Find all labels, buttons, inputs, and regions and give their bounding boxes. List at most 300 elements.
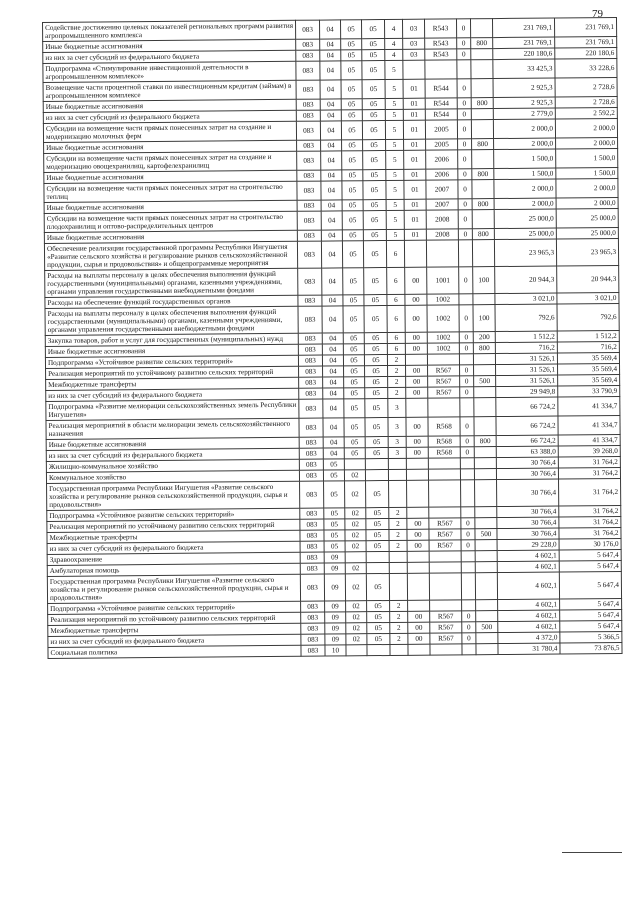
cell-code: 2005 xyxy=(426,139,458,150)
cell-subsection: 05 xyxy=(341,80,362,99)
cell-expense: 800 xyxy=(471,38,493,49)
cell-type xyxy=(457,60,471,79)
cell-section: 04 xyxy=(321,140,342,151)
cell-program: 05 xyxy=(364,295,387,306)
cell-subsection: 05 xyxy=(342,211,363,230)
cell-program: 05 xyxy=(362,39,385,50)
cell-type xyxy=(459,294,473,305)
cell-direction: 01 xyxy=(404,180,426,199)
cell-name: Социальная политика xyxy=(48,645,301,658)
cell-ministry: 083 xyxy=(296,80,320,99)
cell-program: 05 xyxy=(366,480,389,507)
cell-expense: 800 xyxy=(472,229,494,240)
cell-subprogram: 5 xyxy=(385,79,403,98)
cell-direction: 01 xyxy=(403,79,425,98)
cell-direction: 03 xyxy=(403,49,425,60)
cell-code: R544 xyxy=(425,109,457,120)
cell-section: 04 xyxy=(321,241,342,268)
cell-expense xyxy=(474,417,496,436)
cell-subprogram: 2 xyxy=(387,354,405,365)
cell-sum1: 4 602,1 xyxy=(497,550,559,562)
cell-program: 05 xyxy=(363,241,386,268)
cell-code: R543 xyxy=(425,38,457,49)
cell-section: 04 xyxy=(323,377,344,388)
cell-code: R568 xyxy=(428,436,460,447)
cell-subsection: 05 xyxy=(342,140,363,151)
cell-sum2: 31 764,2 xyxy=(559,505,621,517)
cell-program: 05 xyxy=(365,436,388,447)
cell-sum1: 4 602,1 xyxy=(498,599,560,611)
cell-sum2: 231 769,1 xyxy=(555,36,617,48)
cell-code xyxy=(426,240,458,267)
cell-sum2: 31 764,2 xyxy=(558,467,620,479)
cell-sum1: 31 526,1 xyxy=(496,364,558,376)
cell-name: Межбюджетные трансферты xyxy=(47,530,300,543)
cell-subprogram: 5 xyxy=(386,150,404,169)
cell-section: 04 xyxy=(321,211,342,230)
cell-program: 05 xyxy=(364,343,387,354)
cell-sum2: 31 764,2 xyxy=(558,456,620,468)
cell-subsection: 02 xyxy=(345,574,366,601)
cell-ministry: 083 xyxy=(299,459,323,470)
cell-name: Подпрограмма «Устойчивое развитие сельских территорий» xyxy=(45,355,298,368)
cell-code: R567 xyxy=(429,529,461,540)
cell-type: 0 xyxy=(460,387,474,398)
cell-direction: 01 xyxy=(404,210,426,229)
cell-direction: 00 xyxy=(406,365,428,376)
cell-name: Подпрограмма «Стимулирование инвестиционной деятельности в агропромышленном комплексе» xyxy=(43,61,296,82)
cell-name: из них за счет субсидий из федерального бюджета xyxy=(43,110,296,123)
cell-program: 05 xyxy=(364,268,387,295)
cell-subprogram xyxy=(389,562,407,573)
cell-type xyxy=(458,240,472,267)
cell-type: 0 xyxy=(458,210,472,229)
cell-subsection: 02 xyxy=(346,612,367,623)
cell-name: Подпрограмма «Устойчивое развитие сельских территорий» xyxy=(48,601,301,614)
cell-sum1: 66 724,2 xyxy=(496,435,558,447)
cell-sum2: 2 000,0 xyxy=(556,197,618,209)
cell-section: 04 xyxy=(320,80,341,99)
cell-section: 05 xyxy=(324,530,345,541)
cell-direction: 03 xyxy=(403,38,425,49)
cell-sum1: 4 602,1 xyxy=(497,561,559,573)
cell-subsection: 05 xyxy=(343,295,364,306)
cell-program: 05 xyxy=(367,633,390,644)
cell-sum2: 25 000,0 xyxy=(556,208,618,228)
cell-expense: 800 xyxy=(472,199,494,210)
cell-subprogram: 3 xyxy=(388,398,406,417)
cell-subsection: 02 xyxy=(346,623,367,634)
cell-program: 05 xyxy=(364,354,387,365)
cell-section: 04 xyxy=(321,230,342,241)
cell-section: 04 xyxy=(322,333,343,344)
cell-subsection: 02 xyxy=(345,541,366,552)
cell-sum1: 2 000,0 xyxy=(494,198,556,210)
cell-section: 05 xyxy=(324,519,345,530)
cell-type: 0 xyxy=(458,169,472,180)
cell-type: 0 xyxy=(458,199,472,210)
cell-expense: 800 xyxy=(473,343,495,354)
cell-ministry: 083 xyxy=(297,211,321,230)
cell-direction xyxy=(405,354,427,365)
cell-subsection: 02 xyxy=(345,563,366,574)
cell-subprogram: 4 xyxy=(384,19,402,38)
cell-program: 05 xyxy=(362,50,385,61)
cell-sum2: 31 764,2 xyxy=(559,527,621,539)
cell-type: 0 xyxy=(460,436,474,447)
cell-subsection: 05 xyxy=(341,50,362,61)
cell-section: 04 xyxy=(322,355,343,366)
cell-program: 05 xyxy=(365,376,388,387)
cell-program: 05 xyxy=(366,573,389,600)
cell-code: R544 xyxy=(425,98,457,109)
cell-section: 04 xyxy=(322,295,343,306)
cell-program: 05 xyxy=(366,518,389,529)
cell-name: Субсидии на возмещение части прямых понесенных затрат на создание и модернизацию молочных ферм xyxy=(43,121,296,142)
cell-sum1: 1 500,0 xyxy=(494,168,556,180)
cell-direction: 01 xyxy=(404,150,426,169)
cell-sum1: 1 512,2 xyxy=(495,331,557,343)
cell-code: 2007 xyxy=(426,180,458,199)
cell-subsection: 05 xyxy=(340,20,361,39)
cell-subprogram: 5 xyxy=(386,199,404,210)
cell-type: 0 xyxy=(457,98,471,109)
cell-expense: 500 xyxy=(474,376,496,387)
cell-code: R543 xyxy=(424,19,456,38)
cell-program: 05 xyxy=(365,398,388,417)
cell-sum1: 66 724,2 xyxy=(496,416,558,436)
cell-sum1: 231 769,1 xyxy=(493,37,555,49)
cell-name: Жилищно-коммунальное хозяйство xyxy=(46,459,299,472)
cell-sum1: 31 526,1 xyxy=(495,353,557,365)
cell-section: 04 xyxy=(322,268,343,295)
cell-program: 05 xyxy=(363,181,386,200)
cell-type xyxy=(459,354,473,365)
cell-code: 1002 xyxy=(427,305,459,332)
cell-name: Государственная программа Республики Ингушетия «Развитие сельского хозяйства и регулирование рынков сельскохозяйственной продукции, сырья и продовольствия» xyxy=(47,574,300,603)
cell-subprogram xyxy=(388,469,406,480)
cell-direction xyxy=(406,458,428,469)
cell-section: 04 xyxy=(320,99,341,110)
cell-subprogram: 3 xyxy=(388,447,406,458)
cell-subprogram xyxy=(388,458,406,469)
cell-type xyxy=(461,573,475,600)
cell-subprogram xyxy=(390,644,408,655)
cell-subsection: 05 xyxy=(342,200,363,211)
cell-subsection: 02 xyxy=(345,519,366,530)
cell-name: Государственная программа Республики Ингушетия «Развитие сельского хозяйства и регулирование рынков сельскохозяйственной продукции, сырья и продовольствия» xyxy=(47,481,300,510)
cell-subsection: 02 xyxy=(344,470,365,481)
cell-program: 05 xyxy=(365,417,388,436)
cell-ministry: 083 xyxy=(297,241,321,268)
cell-section: 09 xyxy=(325,623,346,634)
cell-subprogram xyxy=(389,480,407,507)
cell-subsection: 05 xyxy=(342,230,363,241)
cell-subsection: 05 xyxy=(341,110,362,121)
cell-sum1: 2 000,0 xyxy=(493,119,555,139)
cell-name: Реализация мероприятий по устойчивому развитию сельских территорий xyxy=(48,612,301,625)
cell-code: 2007 xyxy=(426,199,458,210)
cell-program: 05 xyxy=(362,80,385,99)
cell-subprogram xyxy=(389,573,407,600)
cell-direction xyxy=(408,600,430,611)
cell-expense: 200 xyxy=(473,332,495,343)
cell-sum1: 2 779,0 xyxy=(493,108,555,120)
cell-name: Реализация мероприятий по устойчивому развитию сельских территорий xyxy=(47,519,300,532)
cell-type: 0 xyxy=(458,180,472,199)
cell-sum2: 1 500,0 xyxy=(556,167,618,179)
cell-direction xyxy=(407,507,429,518)
cell-sum1: 2 000,0 xyxy=(494,179,556,199)
cell-direction: 00 xyxy=(405,294,427,305)
cell-direction: 00 xyxy=(405,267,427,294)
cell-direction: 00 xyxy=(408,611,430,622)
cell-sum2: 5 647,4 xyxy=(559,571,621,599)
cell-subprogram: 6 xyxy=(387,267,405,294)
cell-program xyxy=(365,469,388,480)
cell-program: 05 xyxy=(361,20,384,39)
cell-sum2: 2 000,0 xyxy=(555,118,617,138)
cell-subprogram: 5 xyxy=(386,210,404,229)
cell-name: Расходы на обеспечение функций государственных органов xyxy=(45,295,298,308)
cell-direction: 00 xyxy=(406,447,428,458)
cell-section: 04 xyxy=(322,344,343,355)
cell-direction xyxy=(404,240,426,267)
cell-sum1: 31 526,1 xyxy=(496,375,558,387)
cell-expense xyxy=(474,447,496,458)
cell-section: 04 xyxy=(320,121,341,140)
cell-subprogram: 5 xyxy=(386,180,404,199)
cell-ministry: 083 xyxy=(297,230,321,241)
budget-table-body xyxy=(43,17,623,658)
cell-ministry: 083 xyxy=(297,151,321,170)
cell-name: Здравоохранение xyxy=(47,552,300,565)
cell-code: 2008 xyxy=(426,210,458,229)
cell-code: 1002 xyxy=(427,332,459,343)
cell-name: Возмещение части процентной ставки по инвестиционным кредитам (займам) в агропромышленном комплексе xyxy=(43,80,296,101)
cell-name: Иные бюджетные ассигнования xyxy=(44,230,297,243)
cell-expense xyxy=(476,644,498,655)
cell-sum2: 5 647,4 xyxy=(560,609,622,621)
cell-program: 05 xyxy=(363,230,386,241)
cell-ministry: 083 xyxy=(300,541,324,552)
cell-subsection xyxy=(344,459,365,470)
cell-sum2: 5 647,4 xyxy=(559,560,621,572)
cell-expense: 500 xyxy=(475,529,497,540)
cell-name: Реализация мероприятий по устойчивому развитию сельских территорий xyxy=(46,366,299,379)
cell-direction xyxy=(407,551,429,562)
cell-subprogram: 2 xyxy=(390,611,408,622)
cell-subsection: 02 xyxy=(346,601,367,612)
cell-type: 0 xyxy=(461,518,475,529)
cell-sum2: 35 569,4 xyxy=(557,352,619,364)
cell-subprogram: 2 xyxy=(388,376,406,387)
cell-program: 05 xyxy=(363,211,386,230)
cell-code xyxy=(430,644,462,655)
cell-expense xyxy=(474,458,496,469)
cell-section: 04 xyxy=(323,399,344,418)
cell-subprogram: 5 xyxy=(385,60,403,79)
cell-sum1: 4 602,1 xyxy=(497,572,559,600)
cell-sum1: 30 766,4 xyxy=(496,457,558,469)
cell-direction xyxy=(408,644,430,655)
cell-section: 04 xyxy=(323,437,344,448)
cell-direction: 00 xyxy=(405,305,427,332)
cell-direction: 00 xyxy=(408,633,430,644)
cell-name: Подпрограмма «Развитие мелиорации сельскохозяйственных земель Республики Ингушетия» xyxy=(46,399,299,420)
cell-direction: 01 xyxy=(404,229,426,240)
cell-expense: 800 xyxy=(472,139,494,150)
cell-type: 0 xyxy=(458,229,472,240)
cell-ministry: 083 xyxy=(298,306,322,333)
cell-section: 04 xyxy=(321,170,342,181)
cell-code xyxy=(429,551,461,562)
cell-subsection: 05 xyxy=(344,418,365,437)
cell-program: 05 xyxy=(365,365,388,376)
cell-subprogram: 2 xyxy=(389,507,407,518)
cell-name: Межбюджетные трансферты xyxy=(48,623,301,636)
cell-sum2: 33 228,6 xyxy=(555,58,617,78)
cell-subsection: 05 xyxy=(343,333,364,344)
cell-code: 2008 xyxy=(426,229,458,240)
cell-program: 05 xyxy=(362,110,385,121)
cell-ministry: 083 xyxy=(301,623,325,634)
cell-ministry: 083 xyxy=(296,39,320,50)
cell-ministry: 083 xyxy=(299,418,323,437)
cell-code: R567 xyxy=(430,622,462,633)
cell-sum2: 2 000,0 xyxy=(556,178,618,198)
cell-ministry: 083 xyxy=(301,601,325,612)
cell-sum1: 25 000,0 xyxy=(494,209,556,229)
cell-type xyxy=(461,562,475,573)
cell-sum2: 39 268,0 xyxy=(558,445,620,457)
cell-subprogram: 3 xyxy=(388,436,406,447)
cell-sum2: 41 334,7 xyxy=(558,396,620,416)
cell-code xyxy=(428,469,460,480)
cell-sum2: 20 944,3 xyxy=(557,265,619,293)
cell-ministry: 083 xyxy=(301,612,325,623)
cell-code: R567 xyxy=(430,611,462,622)
cell-expense xyxy=(471,120,493,139)
cell-type: 0 xyxy=(462,633,476,644)
cell-name: Расходы на выплаты персоналу в целях обеспечения выполнения функций государственными (муниципальными) органами, казенными учреждениями, органами управления государственными внебюджетными фондами xyxy=(45,268,298,297)
cell-expense xyxy=(470,19,492,38)
cell-expense xyxy=(471,49,493,60)
cell-code: R543 xyxy=(425,49,457,60)
cell-section: 04 xyxy=(321,151,342,170)
cell-sum2: 31 764,2 xyxy=(559,516,621,528)
cell-direction xyxy=(407,573,429,600)
cell-subprogram: 4 xyxy=(385,49,403,60)
cell-type xyxy=(460,458,474,469)
cell-expense xyxy=(474,398,496,417)
cell-subsection: 05 xyxy=(342,151,363,170)
cell-subsection: 05 xyxy=(343,344,364,355)
cell-sum1: 2 925,3 xyxy=(493,97,555,109)
cell-sum1: 231 769,1 xyxy=(492,18,554,38)
cell-direction: 00 xyxy=(406,376,428,387)
cell-subprogram: 5 xyxy=(385,109,403,120)
cell-code: R567 xyxy=(428,365,460,376)
cell-sum2: 23 965,3 xyxy=(556,238,618,266)
cell-program: 05 xyxy=(365,387,388,398)
cell-section: 05 xyxy=(323,459,344,470)
cell-subsection: 05 xyxy=(342,181,363,200)
cell-expense xyxy=(475,507,497,518)
cell-sum2: 220 180,6 xyxy=(555,47,617,59)
cell-sum2: 1 512,2 xyxy=(557,330,619,342)
cell-expense xyxy=(474,387,496,398)
cell-section: 10 xyxy=(325,645,346,656)
cell-sum1: 29 949,8 xyxy=(496,386,558,398)
cell-ministry: 083 xyxy=(299,388,323,399)
cell-code: R567 xyxy=(430,633,462,644)
cell-direction: 01 xyxy=(403,109,425,120)
cell-ministry: 083 xyxy=(297,181,321,200)
cell-section: 09 xyxy=(325,612,346,623)
cell-expense: 800 xyxy=(471,98,493,109)
cell-type: 0 xyxy=(459,332,473,343)
cell-section: 04 xyxy=(320,39,341,50)
cell-code xyxy=(429,480,461,507)
cell-sum2: 5 647,4 xyxy=(559,549,621,561)
bottom-rule xyxy=(562,852,622,853)
cell-expense xyxy=(472,240,494,267)
cell-sum1: 30 766,4 xyxy=(496,468,558,480)
cell-direction: 00 xyxy=(407,529,429,540)
cell-sum2: 2 000,0 xyxy=(556,137,618,149)
cell-direction: 01 xyxy=(403,120,425,139)
cell-direction xyxy=(406,398,428,417)
cell-ministry: 083 xyxy=(300,552,324,563)
cell-section: 04 xyxy=(320,110,341,121)
cell-section: 04 xyxy=(321,200,342,211)
cell-program xyxy=(366,562,389,573)
cell-ministry: 083 xyxy=(300,519,324,530)
cell-subprogram: 6 xyxy=(386,240,404,267)
cell-expense xyxy=(473,294,495,305)
cell-program xyxy=(367,644,390,655)
cell-name: Иные бюджетные ассигнования xyxy=(43,39,296,52)
cell-type xyxy=(462,600,476,611)
cell-section: 09 xyxy=(324,574,345,601)
cell-subsection: 05 xyxy=(341,121,362,140)
cell-sum2: 5 647,4 xyxy=(560,598,622,610)
cell-type: 0 xyxy=(458,139,472,150)
cell-subsection: 05 xyxy=(343,355,364,366)
cell-expense xyxy=(476,633,498,644)
cell-sum1: 29 228,0 xyxy=(497,539,559,551)
cell-name: Субсидии на возмещение части прямых понесенных затрат на строительство теплиц xyxy=(44,181,297,202)
cell-subprogram: 6 xyxy=(387,343,405,354)
cell-ministry: 083 xyxy=(301,645,325,656)
cell-subsection: 05 xyxy=(343,268,364,295)
cell-expense xyxy=(474,365,496,376)
cell-ministry: 083 xyxy=(298,333,322,344)
cell-type: 0 xyxy=(458,150,472,169)
cell-code xyxy=(427,354,459,365)
cell-section: 09 xyxy=(325,601,346,612)
cell-sum2: 716,2 xyxy=(557,341,619,353)
budget-table xyxy=(42,17,623,659)
cell-sum1: 20 944,3 xyxy=(495,266,557,294)
cell-subsection: 05 xyxy=(344,388,365,399)
cell-sum2: 792,6 xyxy=(557,303,619,331)
cell-program xyxy=(365,458,388,469)
cell-type: 0 xyxy=(457,49,471,60)
cell-section: 09 xyxy=(325,634,346,645)
cell-sum1: 25 000,0 xyxy=(494,228,556,240)
